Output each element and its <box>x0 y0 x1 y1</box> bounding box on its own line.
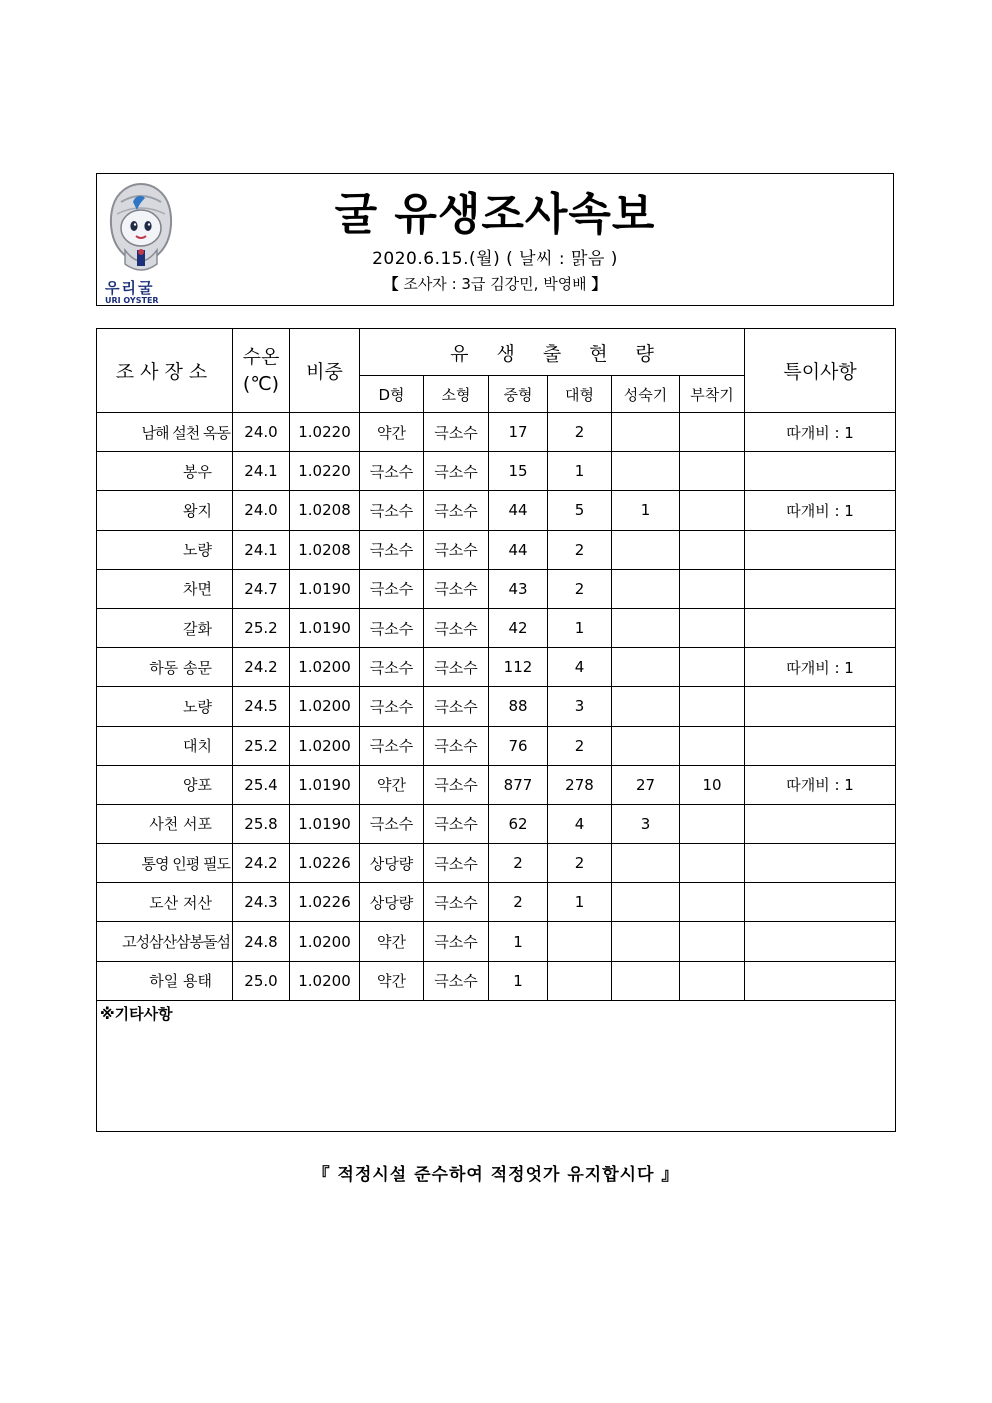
cell-mature <box>612 569 680 608</box>
cell-d-type: 약간 <box>360 922 424 961</box>
cell-specific-gravity: 1.0208 <box>290 530 360 569</box>
date-weather-line: 2020.6.15.(월) ( 날씨 : 맑음 ) <box>372 249 618 269</box>
cell-specific-gravity: 1.0200 <box>290 648 360 687</box>
header-small: 소형 <box>424 376 489 413</box>
cell-medium: 1 <box>489 922 548 961</box>
cell-large: 1 <box>548 452 612 491</box>
header-large: 대형 <box>548 376 612 413</box>
remarks-cell <box>97 1000 896 1131</box>
cell-d-type: 약간 <box>360 765 424 804</box>
cell-note <box>745 961 896 1000</box>
cell-d-type: 극소수 <box>360 804 424 843</box>
cell-water-temp: 24.8 <box>233 922 290 961</box>
cell-settlement <box>680 648 745 687</box>
cell-specific-gravity: 1.0200 <box>290 922 360 961</box>
cell-medium: 88 <box>489 687 548 726</box>
cell-settlement <box>680 491 745 530</box>
cell-small: 극소수 <box>424 883 489 922</box>
cell-location: 고성삼산삼봉돌섬 <box>97 922 233 961</box>
table-row <box>97 413 896 452</box>
cell-mature <box>612 648 680 687</box>
cell-location: 하동 송문 <box>97 648 233 687</box>
cell-settlement <box>680 608 745 647</box>
header-d-type: D형 <box>360 376 424 413</box>
cell-large: 2 <box>548 569 612 608</box>
cell-water-temp: 24.7 <box>233 569 290 608</box>
footer-slogan: 『 적정시설 준수하여 적정엇가 유지합시다 』 <box>312 1165 680 1185</box>
cell-large: 2 <box>548 726 612 765</box>
cell-medium: 1 <box>489 961 548 1000</box>
cell-specific-gravity: 1.0226 <box>290 844 360 883</box>
cell-large <box>548 922 612 961</box>
cell-mature: 3 <box>612 804 680 843</box>
cell-d-type: 극소수 <box>360 687 424 726</box>
cell-large: 2 <box>548 844 612 883</box>
table-row <box>97 922 896 961</box>
cell-specific-gravity: 1.0220 <box>290 413 360 452</box>
cell-mature <box>612 452 680 491</box>
larvae-survey-table <box>96 328 896 1132</box>
table-row <box>97 765 896 804</box>
cell-medium: 15 <box>489 452 548 491</box>
cell-water-temp: 24.2 <box>233 648 290 687</box>
cell-note <box>745 804 896 843</box>
cell-note <box>745 844 896 883</box>
bracket-close: 】 <box>591 275 607 293</box>
cell-mature: 27 <box>612 765 680 804</box>
cell-water-temp: 25.2 <box>233 726 290 765</box>
cell-note: 따개비 : 1 <box>745 491 896 530</box>
cell-medium: 76 <box>489 726 548 765</box>
cell-settlement <box>680 687 745 726</box>
cell-water-temp: 25.8 <box>233 804 290 843</box>
cell-large: 278 <box>548 765 612 804</box>
cell-settlement: 10 <box>680 765 745 804</box>
cell-mature <box>612 413 680 452</box>
cell-mature: 1 <box>612 491 680 530</box>
document-title: 굴 유생조사속보 <box>334 189 656 240</box>
cell-water-temp: 24.5 <box>233 687 290 726</box>
cell-medium: 62 <box>489 804 548 843</box>
cell-mature <box>612 961 680 1000</box>
cell-small: 극소수 <box>424 413 489 452</box>
table-row <box>97 844 896 883</box>
header-specific-gravity: 비중 <box>290 329 360 413</box>
cell-large: 5 <box>548 491 612 530</box>
cell-location: 남해 설천 옥동 <box>97 413 233 452</box>
cell-specific-gravity: 1.0226 <box>290 883 360 922</box>
cell-location: 대치 <box>97 726 233 765</box>
cell-small: 극소수 <box>424 608 489 647</box>
cell-location: 갈화 <box>97 608 233 647</box>
cell-water-temp: 24.0 <box>233 413 290 452</box>
header-mature: 성숙기 <box>612 376 680 413</box>
cell-settlement <box>680 413 745 452</box>
cell-medium: 17 <box>489 413 548 452</box>
header-settlement: 부착기 <box>680 376 745 413</box>
cell-water-temp: 25.0 <box>233 961 290 1000</box>
cell-medium: 112 <box>489 648 548 687</box>
cell-note: 따개비 : 1 <box>745 765 896 804</box>
cell-d-type: 극소수 <box>360 491 424 530</box>
cell-small: 극소수 <box>424 491 489 530</box>
header-location: 조사장소 <box>97 329 233 413</box>
table-row <box>97 961 896 1000</box>
cell-location: 하일 용태 <box>97 961 233 1000</box>
table-row <box>97 648 896 687</box>
cell-medium: 2 <box>489 844 548 883</box>
table-row <box>97 883 896 922</box>
table-row <box>97 530 896 569</box>
cell-specific-gravity: 1.0220 <box>290 452 360 491</box>
cell-settlement <box>680 804 745 843</box>
report-header <box>96 173 894 306</box>
cell-large: 4 <box>548 804 612 843</box>
cell-location: 통영 인평 필도 <box>97 844 233 883</box>
cell-settlement <box>680 726 745 765</box>
cell-d-type: 극소수 <box>360 452 424 491</box>
cell-medium: 44 <box>489 530 548 569</box>
cell-water-temp: 24.1 <box>233 452 290 491</box>
cell-water-temp: 25.4 <box>233 765 290 804</box>
cell-water-temp: 25.2 <box>233 608 290 647</box>
cell-large: 1 <box>548 608 612 647</box>
cell-large: 4 <box>548 648 612 687</box>
cell-specific-gravity: 1.0200 <box>290 726 360 765</box>
cell-specific-gravity: 1.0200 <box>290 687 360 726</box>
cell-location: 차면 <box>97 569 233 608</box>
cell-settlement <box>680 961 745 1000</box>
table-row <box>97 608 896 647</box>
cell-large: 2 <box>548 530 612 569</box>
cell-d-type: 극소수 <box>360 569 424 608</box>
cell-settlement <box>680 883 745 922</box>
cell-mature <box>612 844 680 883</box>
cell-medium: 877 <box>489 765 548 804</box>
logo-english-text: URI OYSTER <box>105 296 159 305</box>
cell-specific-gravity: 1.0200 <box>290 961 360 1000</box>
table-row <box>97 726 896 765</box>
cell-d-type: 극소수 <box>360 648 424 687</box>
surveyor-text: 조사자 : 3급 김강민, 박영배 <box>398 275 592 293</box>
cell-large: 1 <box>548 883 612 922</box>
surveyor-line <box>97 273 893 294</box>
cell-small: 극소수 <box>424 804 489 843</box>
cell-note <box>745 726 896 765</box>
cell-small: 극소수 <box>424 569 489 608</box>
cell-location: 왕지 <box>97 491 233 530</box>
table-row <box>97 569 896 608</box>
cell-water-temp: 24.0 <box>233 491 290 530</box>
cell-medium: 44 <box>489 491 548 530</box>
cell-note <box>745 608 896 647</box>
cell-mature <box>612 687 680 726</box>
cell-d-type: 상당량 <box>360 883 424 922</box>
cell-location: 노량 <box>97 687 233 726</box>
cell-specific-gravity: 1.0208 <box>290 491 360 530</box>
table-row <box>97 804 896 843</box>
cell-note <box>745 530 896 569</box>
table-row <box>97 491 896 530</box>
cell-water-temp: 24.3 <box>233 883 290 922</box>
cell-note <box>745 687 896 726</box>
cell-medium: 43 <box>489 569 548 608</box>
cell-location: 도산 저산 <box>97 883 233 922</box>
cell-large: 2 <box>548 413 612 452</box>
cell-mature <box>612 726 680 765</box>
cell-small: 극소수 <box>424 530 489 569</box>
cell-specific-gravity: 1.0190 <box>290 608 360 647</box>
cell-settlement <box>680 530 745 569</box>
cell-small: 극소수 <box>424 765 489 804</box>
cell-small: 극소수 <box>424 922 489 961</box>
cell-small: 극소수 <box>424 844 489 883</box>
cell-mature <box>612 608 680 647</box>
cell-large: 3 <box>548 687 612 726</box>
cell-small: 극소수 <box>424 648 489 687</box>
header-water-temp: 수온 (℃) <box>233 329 290 413</box>
cell-small: 극소수 <box>424 452 489 491</box>
cell-medium: 2 <box>489 883 548 922</box>
cell-note: 따개비 : 1 <box>745 413 896 452</box>
cell-settlement <box>680 452 745 491</box>
cell-note <box>745 883 896 922</box>
cell-note <box>745 922 896 961</box>
cell-location: 봉우 <box>97 452 233 491</box>
cell-settlement <box>680 922 745 961</box>
cell-note <box>745 569 896 608</box>
cell-settlement <box>680 569 745 608</box>
cell-large <box>548 961 612 1000</box>
cell-specific-gravity: 1.0190 <box>290 804 360 843</box>
cell-water-temp: 24.2 <box>233 844 290 883</box>
cell-d-type: 극소수 <box>360 726 424 765</box>
cell-mature <box>612 883 680 922</box>
cell-specific-gravity: 1.0190 <box>290 569 360 608</box>
table-row <box>97 687 896 726</box>
cell-specific-gravity: 1.0190 <box>290 765 360 804</box>
cell-d-type: 약간 <box>360 413 424 452</box>
header-notes: 특이사항 <box>745 329 896 413</box>
cell-mature <box>612 922 680 961</box>
bracket-open: 【 <box>383 275 399 293</box>
header-medium: 중형 <box>489 376 548 413</box>
cell-note: 따개비 : 1 <box>745 648 896 687</box>
cell-water-temp: 24.1 <box>233 530 290 569</box>
logo-korean-text: 우리굴 <box>105 279 155 297</box>
cell-medium: 42 <box>489 608 548 647</box>
cell-d-type: 극소수 <box>360 530 424 569</box>
table-row <box>97 452 896 491</box>
cell-d-type: 약간 <box>360 961 424 1000</box>
cell-mature <box>612 530 680 569</box>
cell-d-type: 상당량 <box>360 844 424 883</box>
remarks-label: ※기타사항 <box>100 1004 173 1023</box>
cell-d-type: 극소수 <box>360 608 424 647</box>
cell-location: 양포 <box>97 765 233 804</box>
header-larvae-group: 유생출현량 <box>360 329 745 376</box>
cell-settlement <box>680 844 745 883</box>
cell-location: 사천 서포 <box>97 804 233 843</box>
cell-small: 극소수 <box>424 961 489 1000</box>
cell-small: 극소수 <box>424 726 489 765</box>
cell-small: 극소수 <box>424 687 489 726</box>
cell-note <box>745 452 896 491</box>
cell-location: 노량 <box>97 530 233 569</box>
